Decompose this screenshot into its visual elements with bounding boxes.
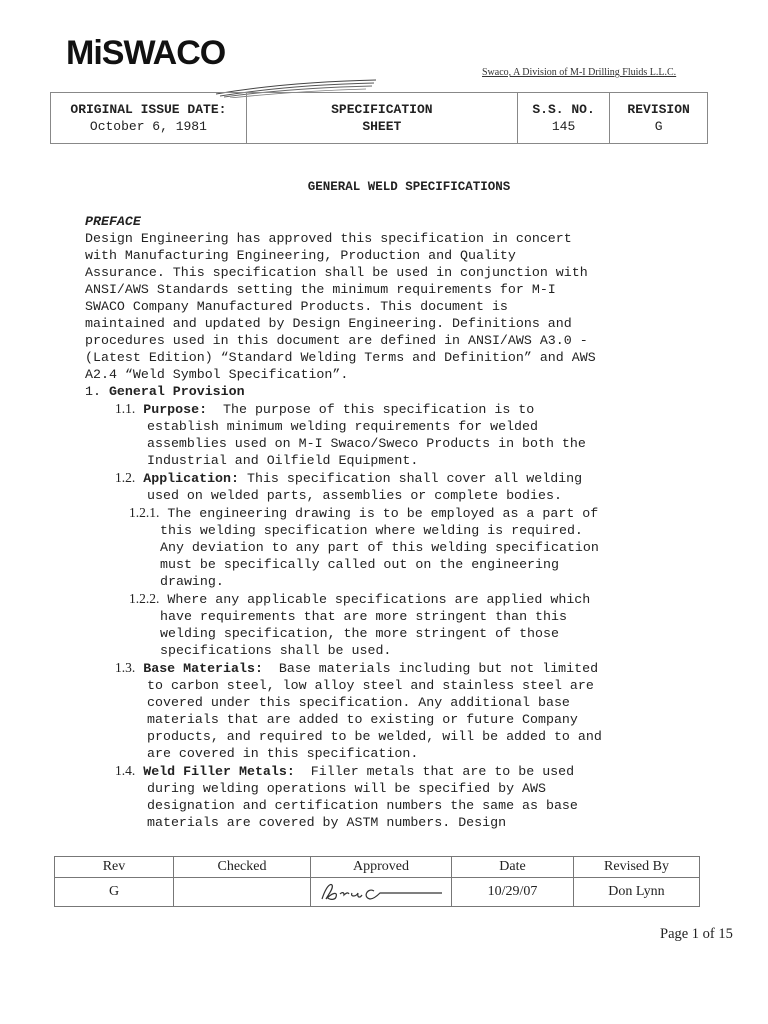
approved-header: Approved (311, 857, 452, 878)
original-issue-date: October 6, 1981 (89, 119, 207, 134)
item-line: The engineering drawing is to be employed as a part of (167, 506, 599, 521)
item-line: welding specification, the more stringent of those (160, 626, 559, 641)
item-line: Base materials including but not limited (262, 661, 599, 676)
section-title: General Provision (108, 384, 245, 399)
rev-value: G (55, 878, 174, 907)
document-body (85, 213, 685, 831)
item-line: covered under this specification. Any additional base (147, 695, 570, 710)
preface-line: ANSI/AWS Standards setting the minimum requirements for M-I (85, 282, 556, 297)
item-line: during welding operations will be specified by AWS (147, 781, 546, 796)
preface-line: with Manufacturing Engineering, Production and Quality (85, 248, 516, 263)
item-number: 1.2. (115, 470, 136, 485)
date-value: 10/29/07 (452, 878, 574, 907)
page-number: Page 1 of 15 (660, 926, 733, 942)
item-line: assemblies used on M-I Swaco/Sweco Products in both the (147, 436, 586, 451)
list-item (85, 400, 685, 469)
item-number: 1.2.1. (129, 505, 160, 520)
item-line: drawing. (160, 574, 224, 589)
company-logo (66, 36, 376, 86)
item-term: Purpose: (143, 402, 208, 417)
item-line: have requirements that are more stringent than this (160, 609, 567, 624)
preface-line: SWACO Company Manufactured Products. This document is (85, 299, 508, 314)
item-line: products, and required to be welded, will be added to and (147, 729, 602, 744)
item-term: Weld Filler Metals: (143, 764, 295, 779)
preface-text (85, 230, 685, 383)
spec-label-line1: SPECIFICATION (331, 102, 433, 117)
signature-icon (316, 879, 446, 905)
item-line: used on welded parts, assemblies or complete bodies. (147, 488, 562, 503)
revision-value: G (654, 119, 663, 134)
item-line: this welding specification where welding is required. (160, 523, 583, 538)
header-table (50, 92, 708, 144)
item-line: Filler metals that are to be used (294, 764, 575, 779)
list-item (85, 590, 685, 659)
revision-cell (610, 93, 708, 144)
item-term: Base Materials: (143, 661, 263, 676)
item-number: 1.2.2. (129, 591, 160, 606)
spec-sheet-cell (246, 93, 517, 144)
section-1-heading (85, 383, 685, 400)
item-line: Industrial and Oilfield Equipment. (147, 453, 419, 468)
preface-line: (Latest Edition) “Standard Welding Terms and Definition” and AWS (85, 350, 596, 365)
approved-signature (311, 878, 452, 907)
item-line: designation and certification numbers the same as base (147, 798, 578, 813)
revised-by-value: Don Lynn (574, 878, 700, 907)
item-term: Application: (143, 471, 239, 486)
rev-header: Rev (55, 857, 174, 878)
item-line: are covered in this specification. (147, 746, 419, 761)
item-line: materials that are added to existing or future Company (147, 712, 578, 727)
item-line: The purpose of this specification is to (207, 402, 535, 417)
item-number: 1.4. (115, 763, 136, 778)
original-issue-cell (51, 93, 247, 144)
division-text: Swaco, A Division of M-I Drilling Fluids L.L.C. (482, 67, 677, 78)
item-number: 1.3. (115, 660, 136, 675)
preface-line: Design Engineering has approved this specification in concert (85, 231, 572, 246)
item-line: to carbon steel, low alloy steel and stainless steel are (147, 678, 594, 693)
list-item (85, 469, 685, 504)
item-line: establish minimum welding requirements for welded (147, 419, 538, 434)
date-header: Date (452, 857, 574, 878)
item-line: This specification shall cover all welding (239, 471, 583, 486)
original-issue-label: ORIGINAL ISSUE DATE: (70, 102, 227, 117)
ss-no-cell (517, 93, 609, 144)
item-line: materials are covered by ASTM numbers. Design (147, 815, 507, 830)
preface-line: Assurance. This specification shall be used in conjunction with (85, 265, 588, 280)
ss-no-value: 145 (551, 119, 576, 134)
preface-heading: PREFACE (85, 214, 141, 229)
preface-line: maintained and updated by Design Engineering. Definitions and (85, 316, 572, 331)
list-item (85, 504, 685, 590)
preface-line: procedures used in this document are defined in ANSI/AWS A3.0 - (85, 333, 588, 348)
checked-header: Checked (174, 857, 311, 878)
revised-by-header: Revised By (574, 857, 700, 878)
document-title: GENERAL WELD SPECIFICATIONS (307, 180, 511, 194)
revision-table (54, 856, 700, 907)
item-line: must be specifically called out on the engineering (160, 557, 559, 572)
item-line: Where any applicable specifications are applied which (167, 592, 591, 607)
item-line: Any deviation to any part of this welding specification (160, 540, 599, 555)
spec-label-line2: SHEET (362, 119, 402, 134)
logo-text: MiSWACO (66, 34, 226, 72)
item-number: 1.1. (115, 401, 136, 416)
section-number: 1. (85, 384, 101, 399)
item-line: specifications shall be used. (160, 643, 392, 658)
revision-label: REVISION (627, 102, 690, 117)
ss-no-label: S.S. NO. (532, 102, 595, 117)
list-item (85, 659, 685, 762)
checked-value (174, 878, 311, 907)
list-item (85, 762, 685, 831)
preface-line: A2.4 “Weld Symbol Specification”. (85, 367, 349, 382)
